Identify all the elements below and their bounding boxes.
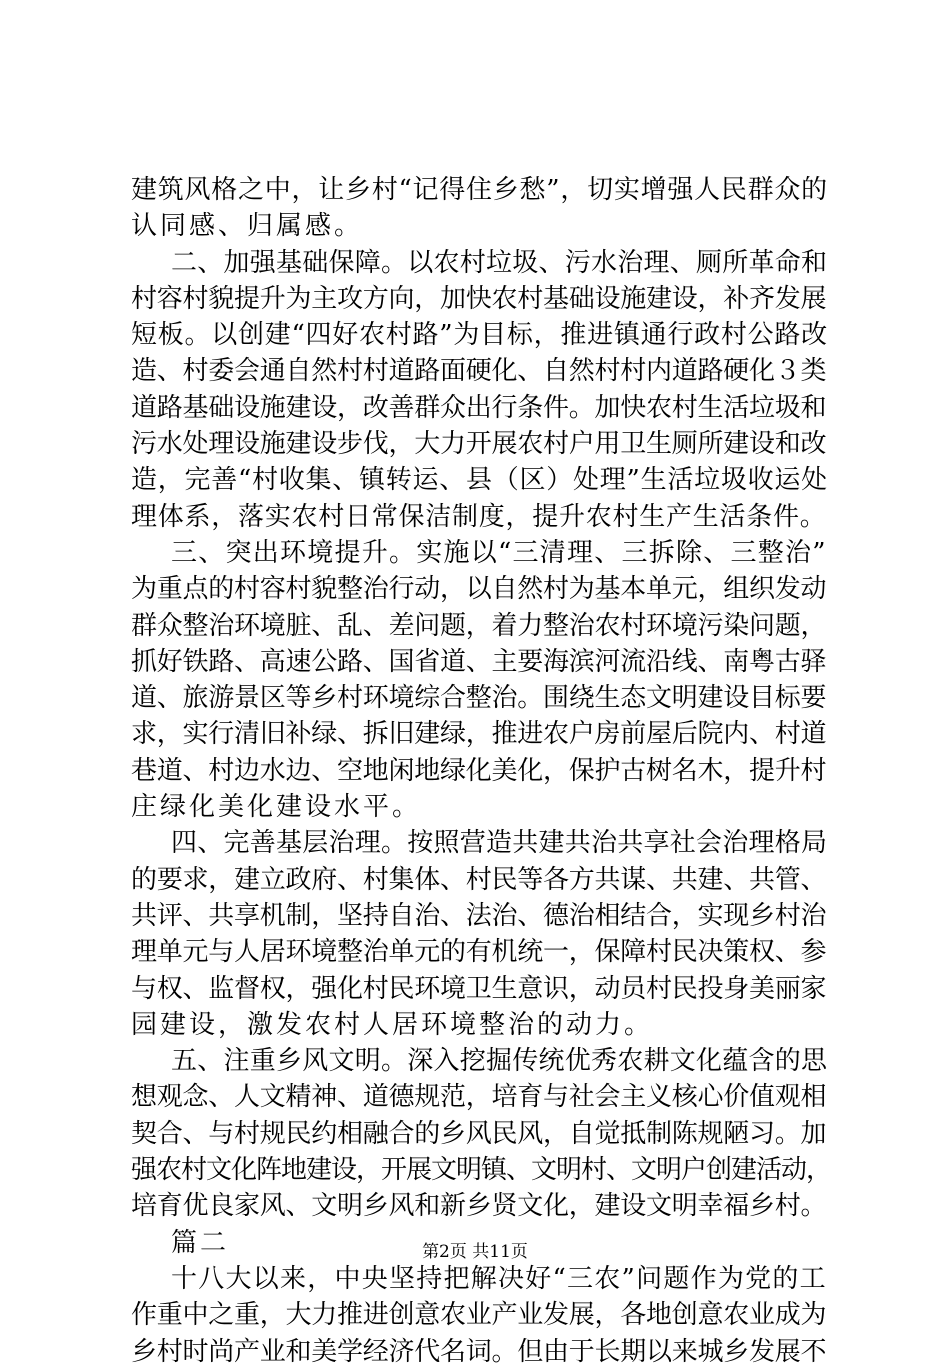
text-line: 造、村委会通自然村村道路面硬化、自然村村内道路硬化３类 bbox=[131, 356, 827, 387]
text-line: 求，实行清旧补绿、拆旧建绿，推进农户房前屋后院内、村道 bbox=[131, 719, 827, 750]
text-line: 认同感、归属感。 bbox=[131, 211, 364, 242]
text-line: 园建设，激发农村人居环境整治的动力。 bbox=[131, 1009, 654, 1040]
text-line: 巷道、村边水边、空地闲地绿化美化，保护古树名木，提升村 bbox=[131, 755, 827, 786]
text-line: 抓好铁路、高速公路、国省道、主要海滨河流沿线、南粤古驿 bbox=[131, 646, 827, 677]
text-line: 二、加强基础保障。以农村垃圾、污水治理、厕所革命和 bbox=[171, 247, 828, 278]
text-line: 乡村时尚产业和美学经济代名词。但由于长期以来城乡发展不 bbox=[131, 1336, 827, 1367]
text-line: 村容村貌提升为主攻方向，加快农村基础设施建设，补齐发展 bbox=[131, 283, 827, 314]
text-line: 四、完善基层治理。按照营造共建共治共享社会治理格局 bbox=[171, 828, 828, 859]
text-line: 三、突出环境提升。实施以“三清理、三拆除、三整治” bbox=[171, 537, 827, 568]
page-footer: 第2页 共11页 bbox=[422, 1242, 528, 1262]
text-line: 道、旅游景区等乡村环境综合整治。围绕生态文明建设目标要 bbox=[131, 683, 827, 714]
text-line: 强农村文化阵地建设，开展文明镇、文明村、文明户创建活动， bbox=[131, 1155, 832, 1186]
text-line: 污水处理设施建设步伐，大力开展农村户用卫生厕所建设和改 bbox=[131, 429, 827, 460]
text-line: 造，完善“村收集、镇转运、县（区）处理”生活垃圾收运处 bbox=[131, 465, 828, 496]
document-body bbox=[131, 172, 831, 1370]
text-line: 理单元与人居环境整治单元的有机统一，保障村民决策权、参 bbox=[131, 937, 827, 968]
text-line: 十八大以来，中央坚持把解决好“三农”问题作为党的工 bbox=[171, 1263, 827, 1294]
text-line: 群众整治环境脏、乱、差问题，着力整治农村环境污染问题， bbox=[131, 610, 827, 641]
text-line: 五、注重乡风文明。深入挖掘传统优秀农耕文化蕴含的思 bbox=[171, 1046, 828, 1077]
text-line: 道路基础设施建设，改善群众出行条件。加快农村生活垃圾和 bbox=[131, 392, 827, 423]
text-line: 篇二 bbox=[171, 1227, 230, 1258]
text-line: 庄绿化美化建设水平。 bbox=[131, 792, 422, 823]
text-line: 培育优良家风、文明乡风和新乡贤文化，建设文明幸福乡村。 bbox=[131, 1191, 827, 1222]
text-line: 为重点的村容村貌整治行动，以自然村为基本单元，组织发动 bbox=[131, 574, 827, 605]
text-line: 建筑风格之中，让乡村“记得住乡愁”，切实增强人民群众的 bbox=[131, 175, 828, 205]
text-line: 契合、与村规民约相融合的乡风民风，自觉抵制陈规陋习。加 bbox=[131, 1118, 827, 1149]
text-line: 与权、监督权，强化村民环境卫生意识，动员村民投身美丽家 bbox=[131, 973, 827, 1004]
text-line: 的要求，建立政府、村集体、村民等各方共谋、共建、共管、 bbox=[131, 864, 827, 895]
text-line: 共评、共享机制，坚持自治、法治、德治相结合，实现乡村治 bbox=[131, 900, 827, 931]
text-line: 理体系，落实农村日常保洁制度，提升农村生产生活条件。 bbox=[131, 501, 827, 532]
text-line: 作重中之重，大力推进创意农业产业发展，各地创意农业成为 bbox=[131, 1300, 827, 1331]
text-line: 想观念、人文精神、道德规范，培育与社会主义核心价值观相 bbox=[131, 1082, 827, 1113]
text-line: 短板。以创建“四好农村路”为目标，推进镇通行政村公路改 bbox=[131, 320, 828, 351]
